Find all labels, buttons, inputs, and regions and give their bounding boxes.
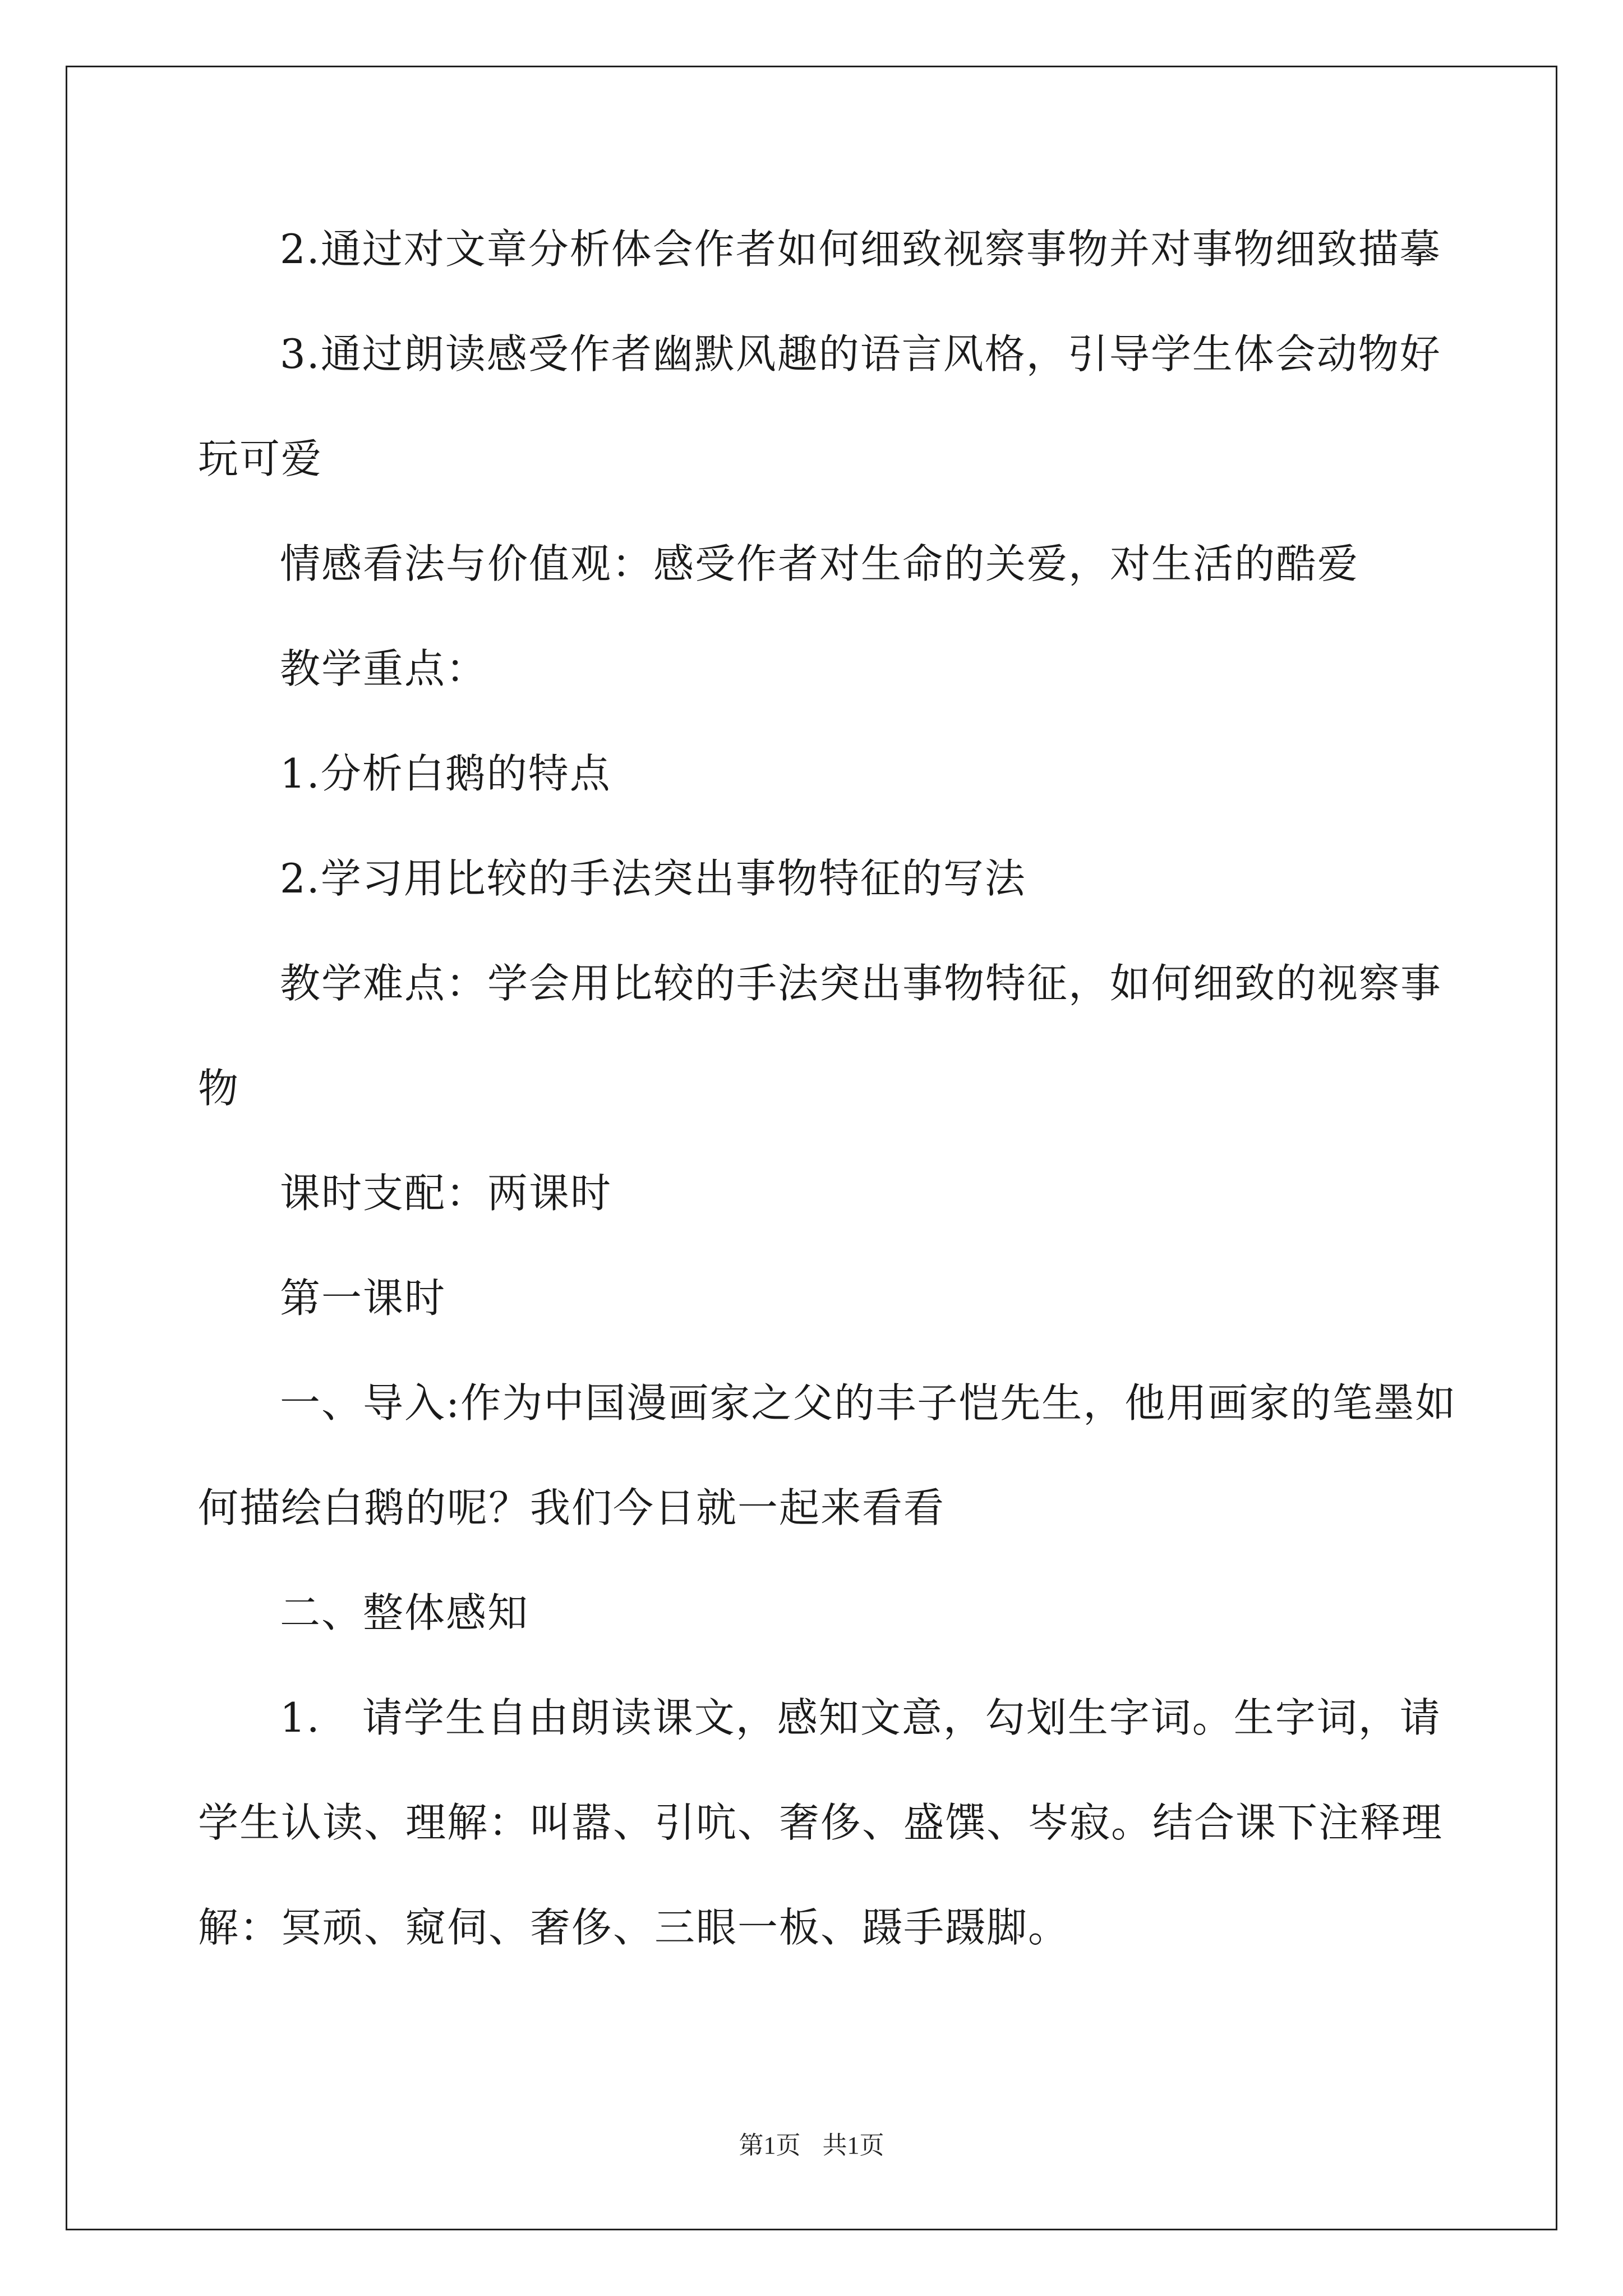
heading-teaching-focus: 教学重点： [280,645,488,692]
paragraph-emotion-values: 情感看法与价值观：感受作者对生命的关爱，对生活的酷爱 [280,540,1359,587]
paragraph-introduction: 一、导入:作为中国漫画家之父的丰子恺先生，他用画家的笔墨如 [280,1379,1457,1427]
paragraph-class-hours: 课时支配：两课时 [280,1170,612,1217]
paragraph-teaching-difficulty: 教学难点：学会用比较的手法突出事物特征，如何细致的视察事 [280,960,1442,1007]
focus-item-1: 1.分析白鹅的特点 [280,750,611,797]
paragraph-objective-2: 2.通过对文章分析体会作者如何细致视察事物并对事物细致描摹 [280,226,1441,273]
paragraph-step-1: 1. 请学生自由朗读课文，感知文意，勾划生字词。生字词，请 [280,1694,1441,1741]
paragraph-teaching-difficulty-cont: 物 [198,1065,240,1112]
paragraph-step-1-cont-2: 解：冥顽、窥伺、奢侈、三眼一板、蹑手蹑脚。 [198,1904,1070,1951]
paragraph-introduction-cont: 何描绘白鹅的呢？我们今日就一起来看看 [198,1484,946,1531]
heading-overall-perception: 二、整体感知 [280,1589,529,1636]
heading-first-lesson: 第一课时 [280,1274,446,1322]
paragraph-objective-3: 3.通过朗读感受作者幽默风趣的语言风格，引导学生体会动物好 [280,330,1441,378]
page-number: 第1页 [739,2132,801,2159]
paragraph-step-1-cont-1: 学生认读、理解：叫嚣、引吭、奢侈、盛馔、岑寂。结合课下注释理 [198,1799,1444,1846]
focus-item-2: 2.学习用比较的手法突出事物特征的写法 [280,855,1026,902]
total-pages: 共1页 [822,2132,884,2159]
paragraph-objective-3-cont: 玩可爱 [198,435,323,482]
page-footer [0,2125,1623,2161]
